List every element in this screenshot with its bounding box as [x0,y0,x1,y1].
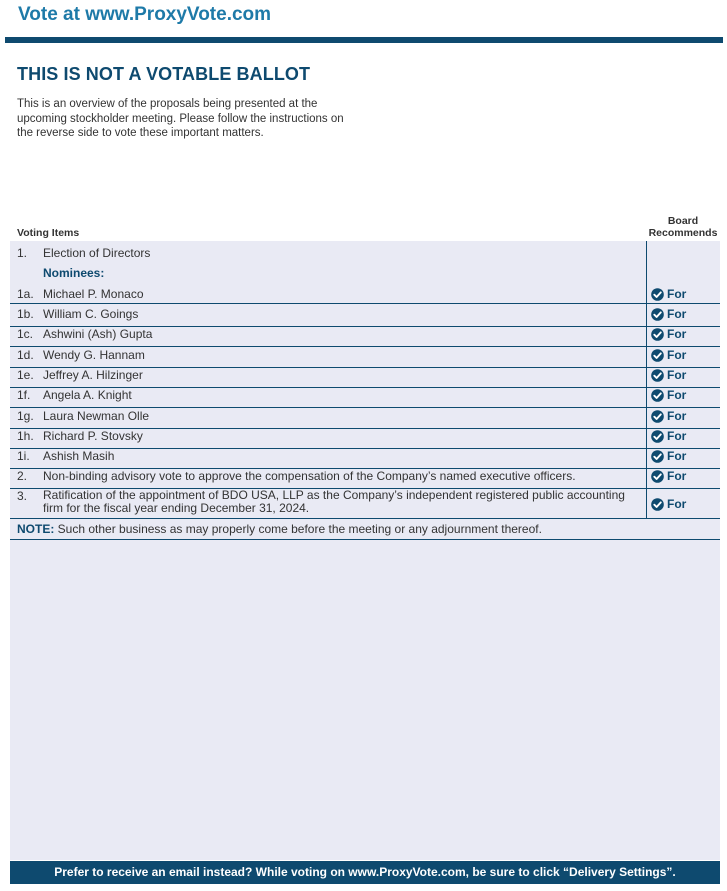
board-recommendation [651,449,686,463]
header-divider-bar [5,37,723,43]
item-number: 1g. [17,409,34,423]
item-text: Ashish Masih [43,449,115,463]
recommendation-label: For [667,469,687,483]
item-text: Richard P. Stovsky [43,429,143,443]
section-row-election [10,246,720,266]
item-text: Angela A. Knight [43,388,132,402]
board-recommendation [651,287,686,301]
recommendation-label: For [667,327,687,341]
note-divider [10,539,720,540]
voting-item-row [10,409,720,429]
board-recommendation [651,497,686,511]
recommendation-label: For [667,449,687,463]
check-circle-icon [651,328,664,341]
board-header-line2: Recommends [648,226,718,239]
check-circle-icon [651,369,664,382]
item-number: 1i. [17,449,30,463]
nominees-row [10,266,720,286]
check-circle-icon [651,450,664,463]
nominees-label: Nominees: [43,266,105,280]
voting-item-row [10,489,720,519]
item-number: 1c. [17,327,34,341]
check-circle-icon [651,349,664,362]
footer-banner: Prefer to receive an email instead? While voting on www.ProxyVote.com, be sure to click “Delivery Settings”. [10,861,720,884]
board-recommendation [651,368,686,382]
item-text: Laura Newman Olle [43,409,150,423]
item-number: 1h. [17,429,34,443]
check-circle-icon [651,288,664,301]
board-recommendation [651,327,686,341]
board-recommendation [651,469,686,483]
check-circle-icon [651,389,664,402]
item-number: 1f. [17,388,31,402]
recommendation-label: For [667,348,687,362]
item-text: Wendy G. Hannam [43,348,145,362]
check-circle-icon [651,430,664,443]
voting-item-row [10,388,720,408]
item-number: 1b. [17,307,34,321]
voting-item-row [10,429,720,449]
voting-item-row [10,469,720,489]
section-label: Election of Directors [43,246,151,260]
intro-paragraph: This is an overview of the proposals being presented at the upcoming stockholder meeting. Please follow the instructions on the reverse side to vote these important matters. [17,98,344,139]
voting-item-row [10,449,720,469]
board-recommendation [651,388,686,402]
item-text: Non-binding advisory vote to approve the compensation of the Company’s named executive officers. [43,469,576,483]
item-number: 3. [17,489,28,503]
note-body: Such other business as may properly come before the meeting or any adjournment thereof. [54,522,542,536]
recommendation-label: For [667,388,687,402]
recommendation-label: For [667,429,687,443]
item-number: 1e. [17,368,34,382]
item-number: 2. [17,469,28,483]
voting-item-row [10,307,720,327]
item-text: Ratification of the appointment of BDO USA, LLP as the Company’s independent registered public accounting firm for the fiscal year ending December 31, 2024. [43,488,625,515]
recommendation-label: For [667,307,687,321]
item-text: Michael P. Monaco [43,287,144,301]
check-circle-icon [651,470,664,483]
note-text [17,522,542,536]
section-number: 1. [17,246,28,260]
voting-item-row [10,348,720,368]
voting-item-row [10,368,720,388]
note-label: NOTE: [17,522,55,536]
item-text: Jeffrey A. Hilzinger [43,368,143,382]
page-title: THIS IS NOT A VOTABLE BALLOT [17,64,311,84]
item-number: 1a. [17,287,34,301]
recommendation-label: For [667,287,687,301]
check-circle-icon [651,410,664,423]
voting-item-row [10,327,720,347]
check-circle-icon [651,308,664,321]
board-recommends-header [647,216,719,239]
board-recommendation [651,409,686,423]
recommendation-label: For [667,409,687,423]
proxyvote-link[interactable]: Vote at www.ProxyVote.com [18,4,272,25]
board-recommendation [651,307,686,321]
board-recommendation [651,429,686,443]
board-header-line1: Board [667,215,699,227]
item-text: Ashwini (Ash) Gupta [43,327,153,341]
check-circle-icon [651,498,664,511]
voting-items-header: Voting Items [17,227,80,239]
voting-item-row [10,287,720,304]
recommendation-label: For [667,497,687,511]
board-recommendation [651,348,686,362]
item-text: William C. Goings [43,307,139,321]
item-number: 1d. [17,348,34,362]
recommendation-label: For [667,368,687,382]
